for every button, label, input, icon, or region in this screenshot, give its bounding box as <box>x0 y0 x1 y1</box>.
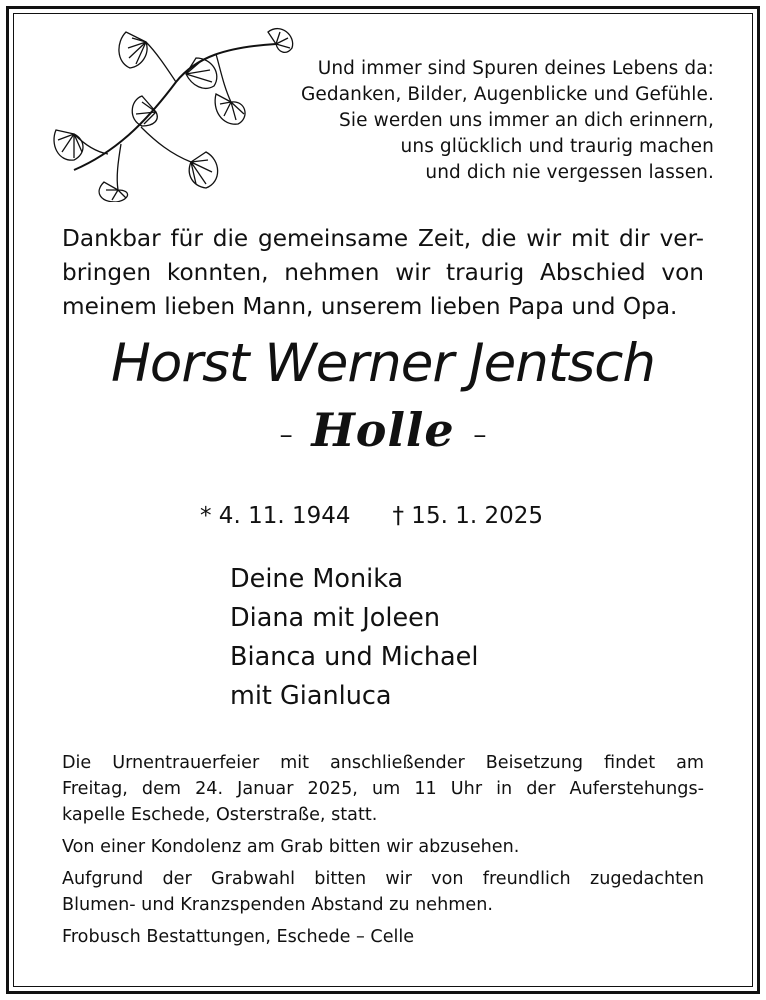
poem-line: Sie werden uns immer an dich erinnern, <box>339 110 714 131</box>
nickname: Holle <box>311 403 455 457</box>
nickname-dash-left: – <box>279 420 293 450</box>
condolence-note: Von einer Kondolenz am Grab bitten wir abzusehen. <box>62 837 520 857</box>
family-member: Bianca und Michael <box>230 642 479 672</box>
poem-line: Und immer sind Spuren deines Lebens da: <box>317 58 714 79</box>
death-date: † 15. 1. 2025 <box>392 503 543 529</box>
intro-text <box>62 222 704 324</box>
poem-line: und dich nie vergessen lassen. <box>425 162 714 183</box>
flowers-line: Aufgrund der Grabwahl bitten wir von freundlich zugedachten <box>62 869 704 889</box>
intro-line: bringen konnten, nehmen wir traurig Abschied von <box>62 259 704 286</box>
ceremony-line: Freitag, dem 24. Januar 2025, um 11 Uhr in der Auferstehungs- <box>62 779 704 799</box>
deceased-name: Horst Werner Jentsch <box>111 333 655 394</box>
family-signatures <box>230 560 478 716</box>
birth-date: * 4. 11. 1944 <box>200 503 351 529</box>
flowers-line: Blumen- und Kranzspenden Abstand zu nehmen. <box>62 895 493 915</box>
poem <box>254 56 714 186</box>
life-dates <box>200 500 543 532</box>
intro-line: Dankbar für die gemeinsame Zeit, die wir mit dir ver- <box>62 225 704 252</box>
funeral-notice <box>62 750 704 950</box>
nickname-dash-right: – <box>473 420 487 450</box>
family-member: Diana mit Joleen <box>230 603 441 633</box>
intro-line: meinem lieben Mann, unserem lieben Papa und Opa. <box>62 293 678 320</box>
ceremony-line: kapelle Eschede, Osterstraße, statt. <box>62 805 378 825</box>
family-member: Deine Monika <box>230 564 404 594</box>
ceremony-line: Die Urnentrauerfeier mit anschließender Beisetzung findet am <box>62 753 704 773</box>
poem-line: uns glücklich und traurig machen <box>400 136 714 157</box>
family-member: mit Gianluca <box>230 681 392 711</box>
undertaker: Frobusch Bestattungen, Eschede – Celle <box>62 927 415 947</box>
nickname-line <box>0 400 766 465</box>
poem-line: Gedanken, Bilder, Augenblicke und Gefühle. <box>300 84 714 105</box>
